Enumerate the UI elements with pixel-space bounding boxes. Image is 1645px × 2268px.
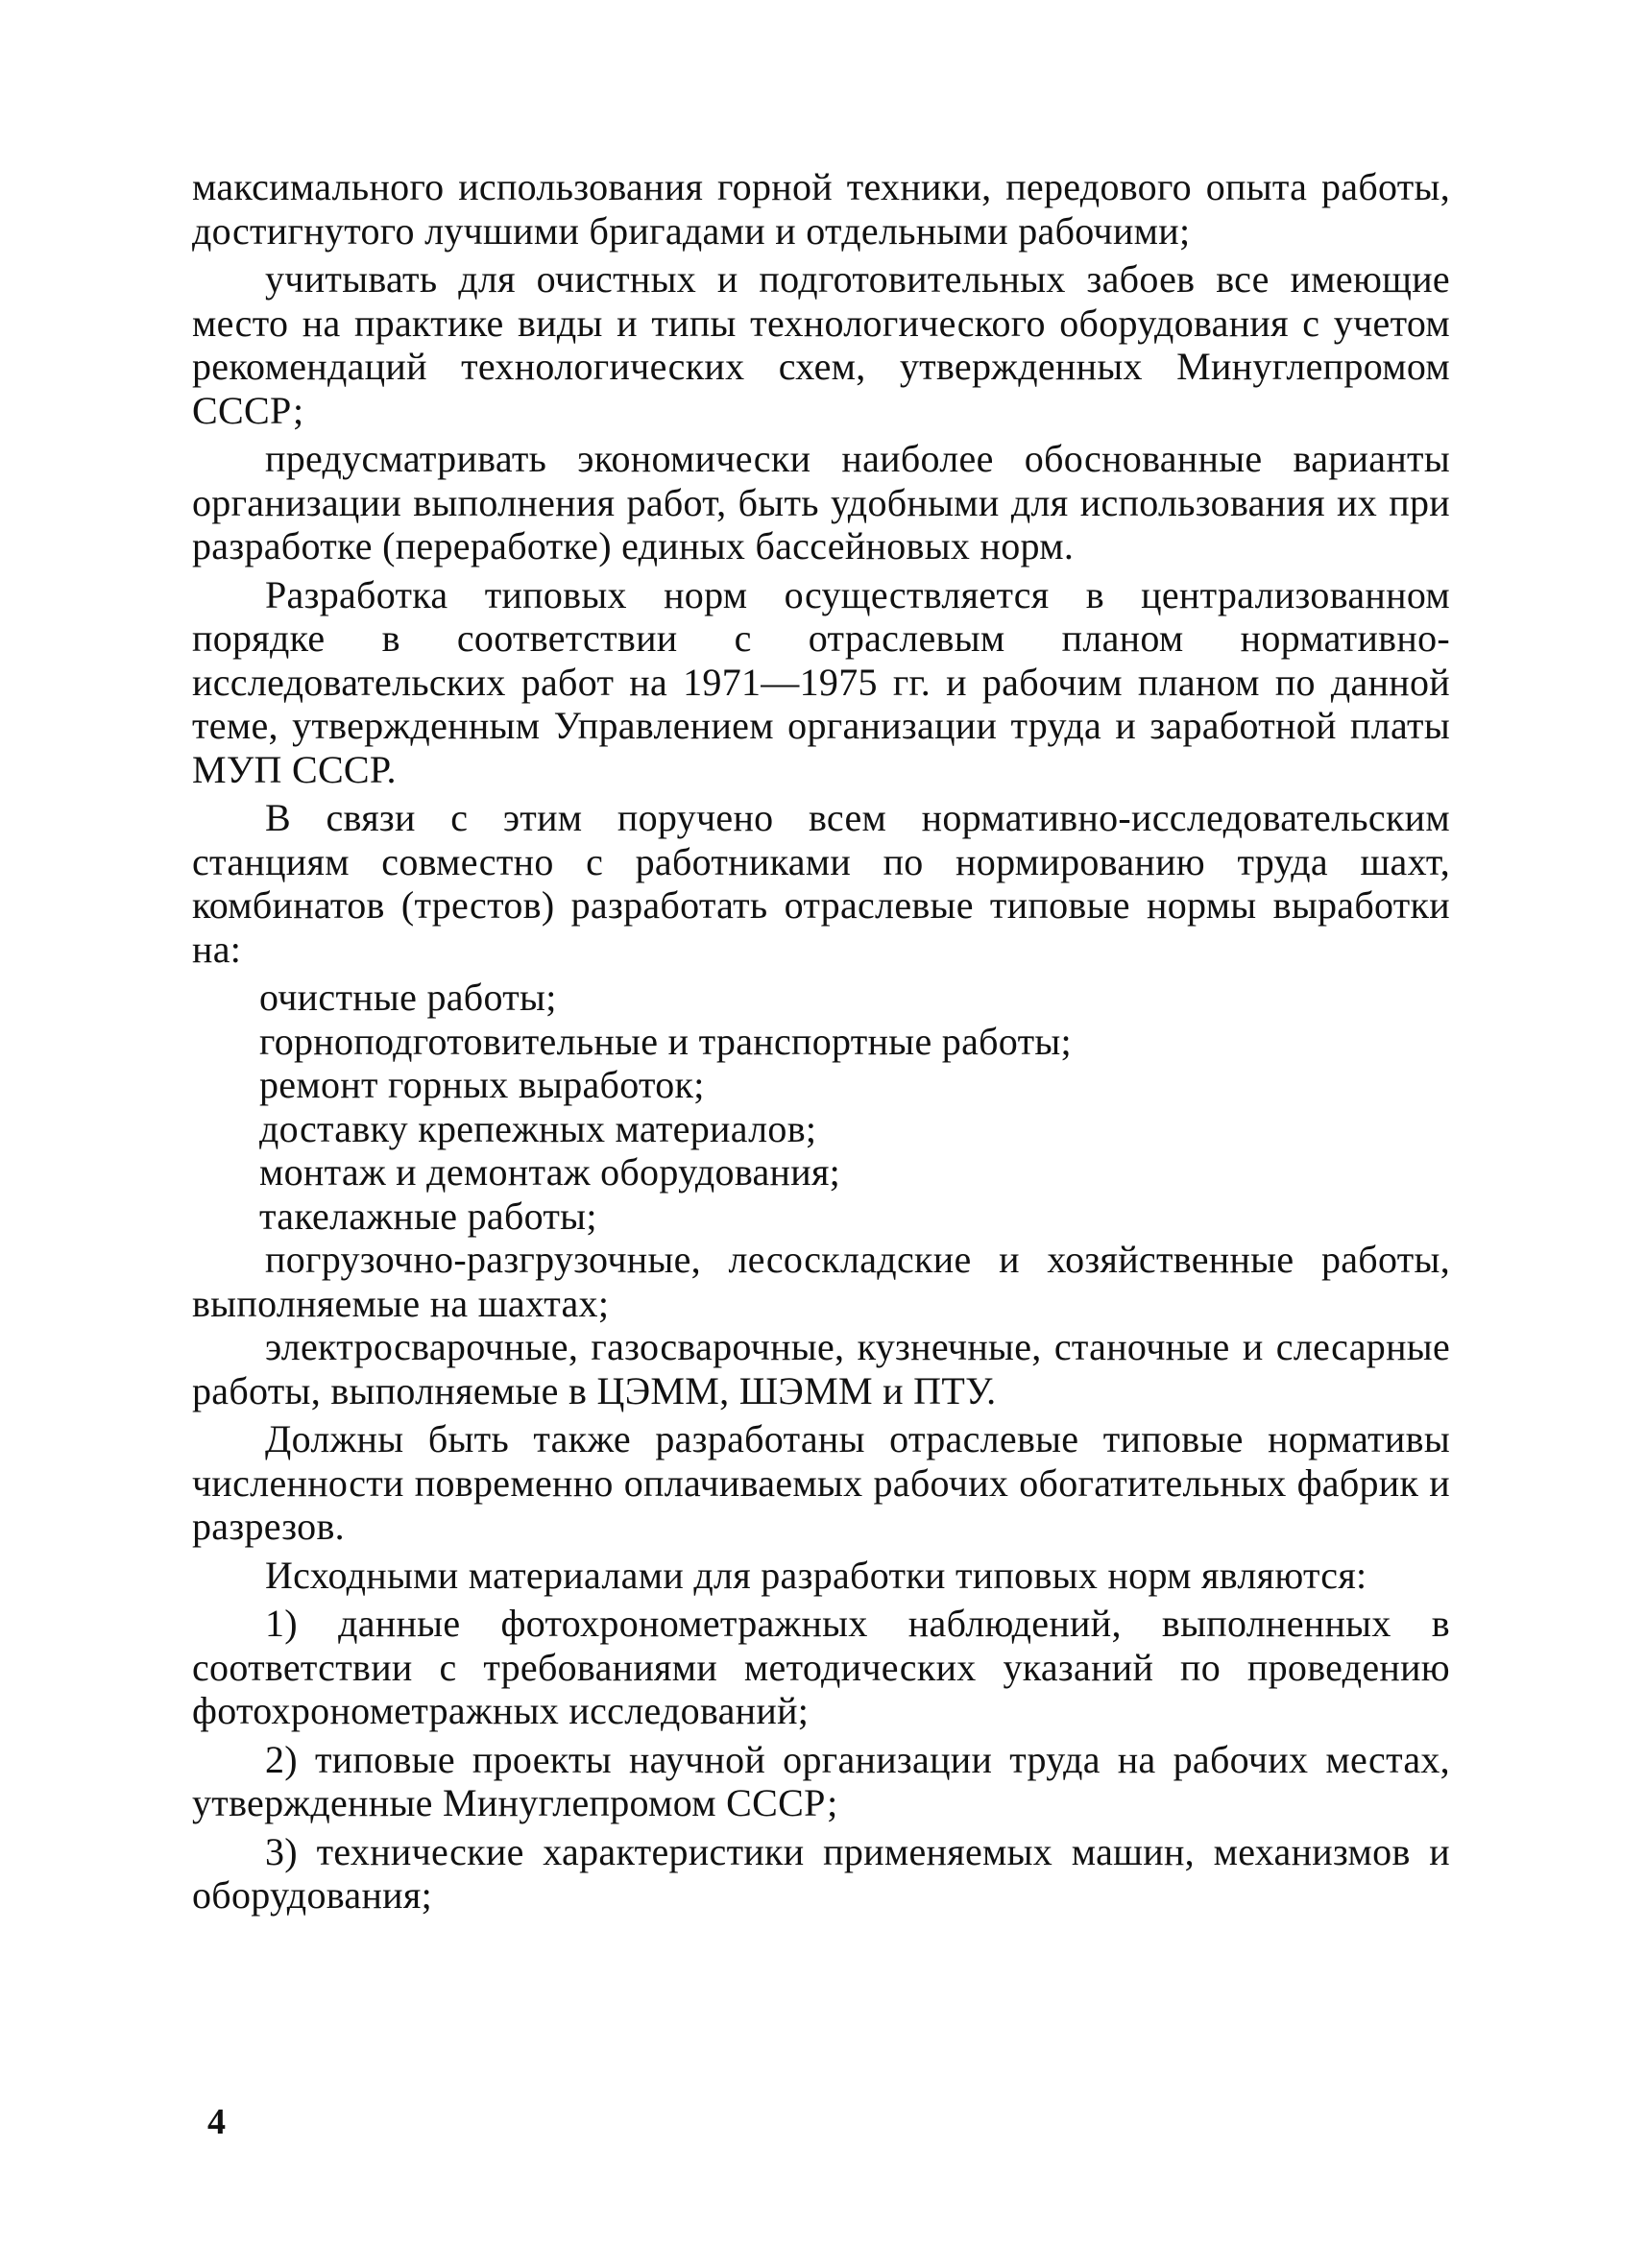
list-item: монтаж и демонтаж оборудования; [259,1150,841,1194]
list-item: доставку крепежных материалов; [259,1106,817,1150]
list-item: горноподготовительные и транспортные работы; [259,1019,1072,1063]
page-number: 4 [207,2102,226,2142]
paragraph: Должны быть также разработаны отраслевые типовые нормативы численности повременно оплачиваемых рабочих обогатительных фабрик и разрезов. [192,1417,1450,1548]
work-types-list [192,976,1450,1412]
page-body [192,165,1450,1922]
list-item: погрузочно-разгрузочные, лесоскладские и хозяйственные работы, выполняемые на шахтах; [192,1238,1450,1325]
list-item: электросварочные, газосварочные, кузнечные, станочные и слесарные работы, выполняемые в ЦЭММ, ШЭММ и ПТУ. [192,1325,1450,1412]
list-item: ремонт горных выработок; [259,1063,705,1106]
numbered-paragraph: 1) данные фотохронометражных наблюдений, выполненных в соответствии с требованиями методических указаний по проведению фотохронометражных исследований; [192,1602,1450,1732]
paragraph: В связи с этим поручено всем нормативно-исследовательским станциям совместно с работниками по нормированию труда шахт, комбинатов (трестов) разработать отраслевые типовые нормы выработки на: [192,796,1450,971]
list-item: очистные работы; [259,976,557,1019]
paragraph: предусматривать экономически наиболее обоснованные варианты организации выполнения работ, быть удобными для использования их при разработке (переработке) единых бассейновых норм. [192,437,1450,567]
numbered-paragraph: 2) типовые проекты научной организации труда на рабочих местах, утвержденные Минуглепромом СССР; [192,1737,1450,1824]
numbered-paragraph: 3) технические характеристики применяемых машин, механизмов и оборудования; [192,1829,1450,1917]
paragraph: Исходными материалами для разработки типовых норм являются: [265,1553,1367,1597]
paragraph: Разработка типовых норм осуществляется в централизованном порядке в соответствии с отраслевым планом нормативно-исследовательских работ на 1971—1975 гг. и рабочим планом по данной теме, утвержденным Управлением организации труда и заработной платы МУП СССР. [192,572,1450,791]
paragraph: учитывать для очистных и подготовительных забоев все имеющие место на практике виды и типы технологического оборудования с учетом рекомендаций технологических схем, утвержденных Минуглепромом СССР; [192,257,1450,432]
list-item: такелажные работы; [259,1194,597,1238]
paragraph: максимального использования горной техники, передового опыта работы, достигнутого лучшими бригадами и отдельными рабочими; [192,165,1450,253]
